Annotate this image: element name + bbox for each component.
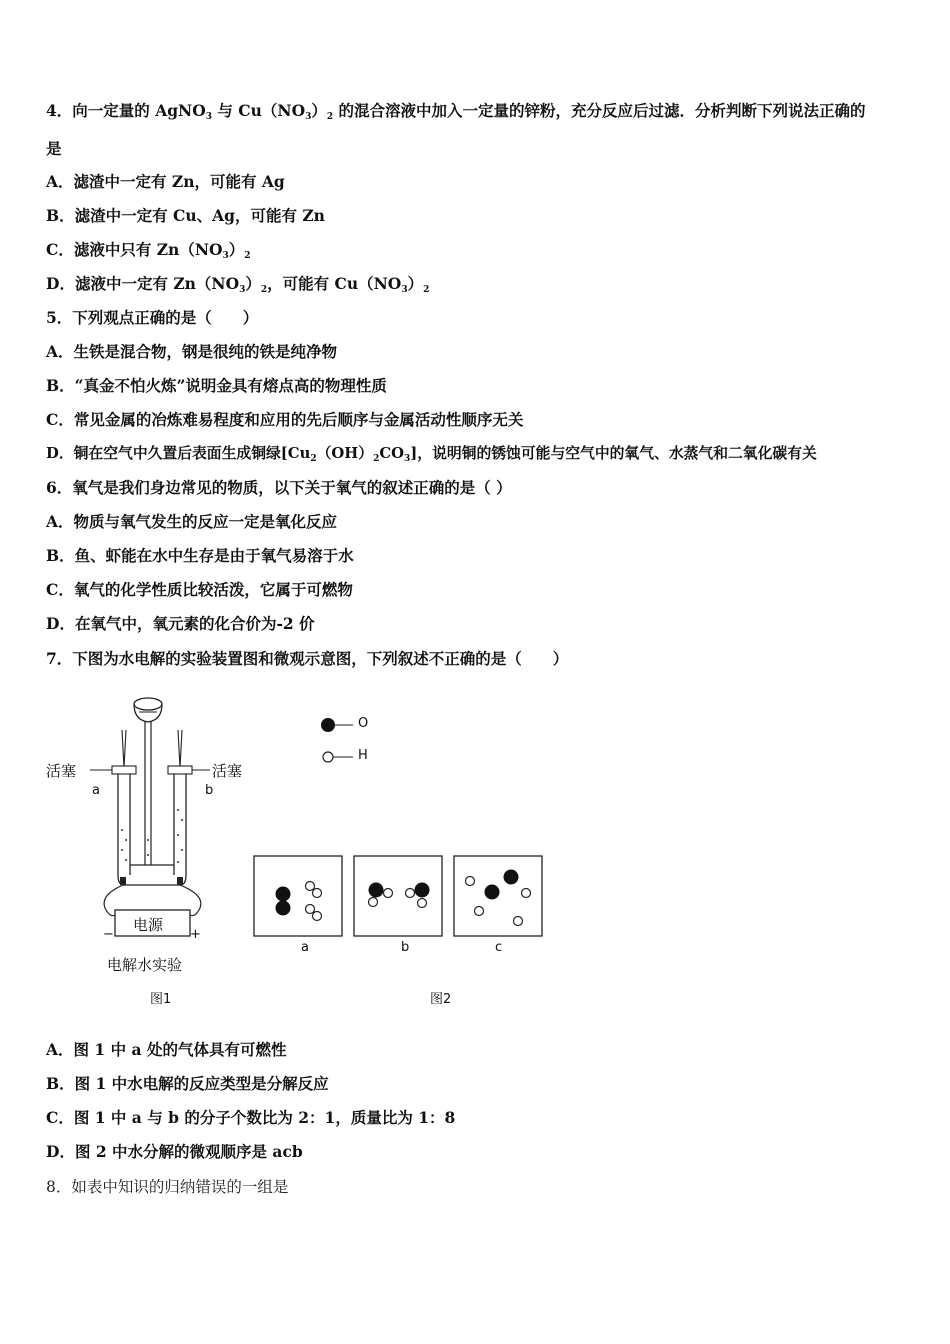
tube-a-label: a [92, 783, 100, 798]
q4-stem-cont: 是 [46, 139, 62, 158]
microscopic-diagram-figure [250, 712, 550, 942]
q6-option-a: A．物质与氧气发生的反应一定是氧化反应 [46, 512, 338, 531]
stopcock-left-label: 活塞 [46, 762, 77, 780]
tube-b-label: b [205, 783, 214, 798]
legend-hydrogen-label: H [358, 748, 368, 763]
q7-option-c: C．图 1 中 a 与 b 的分子个数比为 2：1，质量比为 1：8 [46, 1108, 456, 1127]
figure2-caption: 图2 [430, 992, 452, 1007]
q4-option-a: A．滤渣中一定有 Zn，可能有 Ag [46, 172, 285, 191]
q7-option-b: B．图 1 中水电解的反应类型是分解反应 [46, 1074, 329, 1093]
q6-option-d: D．在氧气中，氧元素的化合价为-2 价 [46, 614, 315, 633]
q5-stem: 5．下列观点正确的是（ ） [46, 308, 259, 327]
q4-option-b: B．滤渣中一定有 Cu、Ag，可能有 Zn [46, 206, 325, 225]
box-a-label: a [301, 940, 309, 955]
q7-stem: 7．下图为水电解的实验装置图和微观示意图，下列叙述不正确的是（ ） [46, 649, 569, 668]
q6-stem: 6．氧气是我们身边常见的物质，以下关于氧气的叙述正确的是（ ） [46, 478, 512, 497]
figure1-subtitle: 电解水实验 [107, 956, 183, 974]
q7-option-a: A．图 1 中 a 处的气体具有可燃性 [46, 1040, 287, 1059]
q4-option-d: D．滤液中一定有 $Zn(NO_3)_2$，可能有 $Cu(NO_3)_2$ [46, 274, 430, 295]
q5-option-c: C．常见金属的冶炼难易程度和应用的先后顺序与金属活动性顺序无关 [46, 410, 524, 429]
power-label: 电源 [133, 916, 164, 934]
plus-sign: + [190, 927, 201, 942]
box-b-label: b [401, 940, 410, 955]
q5-option-b: B．“真金不怕火炼”说明金具有熔点高的物理性质 [46, 376, 387, 395]
figure1-caption: 图1 [150, 992, 172, 1007]
stopcock-right-label: 活塞 [212, 762, 243, 780]
q7-option-d: D．图 2 中水分解的微观顺序是 acb [46, 1142, 303, 1161]
q6-option-b: B．鱼、虾能在水中生存是由于氧气易溶于水 [46, 546, 354, 565]
q5-option-d: D．铜在空气中久置后表面生成铜绿$[Cu_2(OH)_2CO_3]$，说明铜的锈蚀可能与空气中的氧气、水蒸气和二氧化碳有关 [46, 445, 817, 464]
q6-option-c: C．氧气的化学性质比较活泼，它属于可燃物 [46, 580, 353, 599]
minus-sign: − [103, 927, 114, 942]
q5-option-a: A．生铁是混合物，钢是很纯的铁是纯净物 [46, 342, 338, 361]
box-c-label: c [495, 940, 503, 955]
legend-oxygen-label: O [358, 716, 369, 731]
q8-stem: 8．如表中知识的归纳错误的一组是 [46, 1178, 289, 1196]
q4-stem: 4．向一定量的 AgNO$_3$ 与 $Cu(NO_3)_2$ 的混合溶液中加入一定量的锌粉，充分反应后过滤．分析判断下列说法正确的 [46, 101, 866, 122]
q4-option-c: C．滤液中只有 $Zn(NO_3)_2$ [46, 240, 251, 261]
